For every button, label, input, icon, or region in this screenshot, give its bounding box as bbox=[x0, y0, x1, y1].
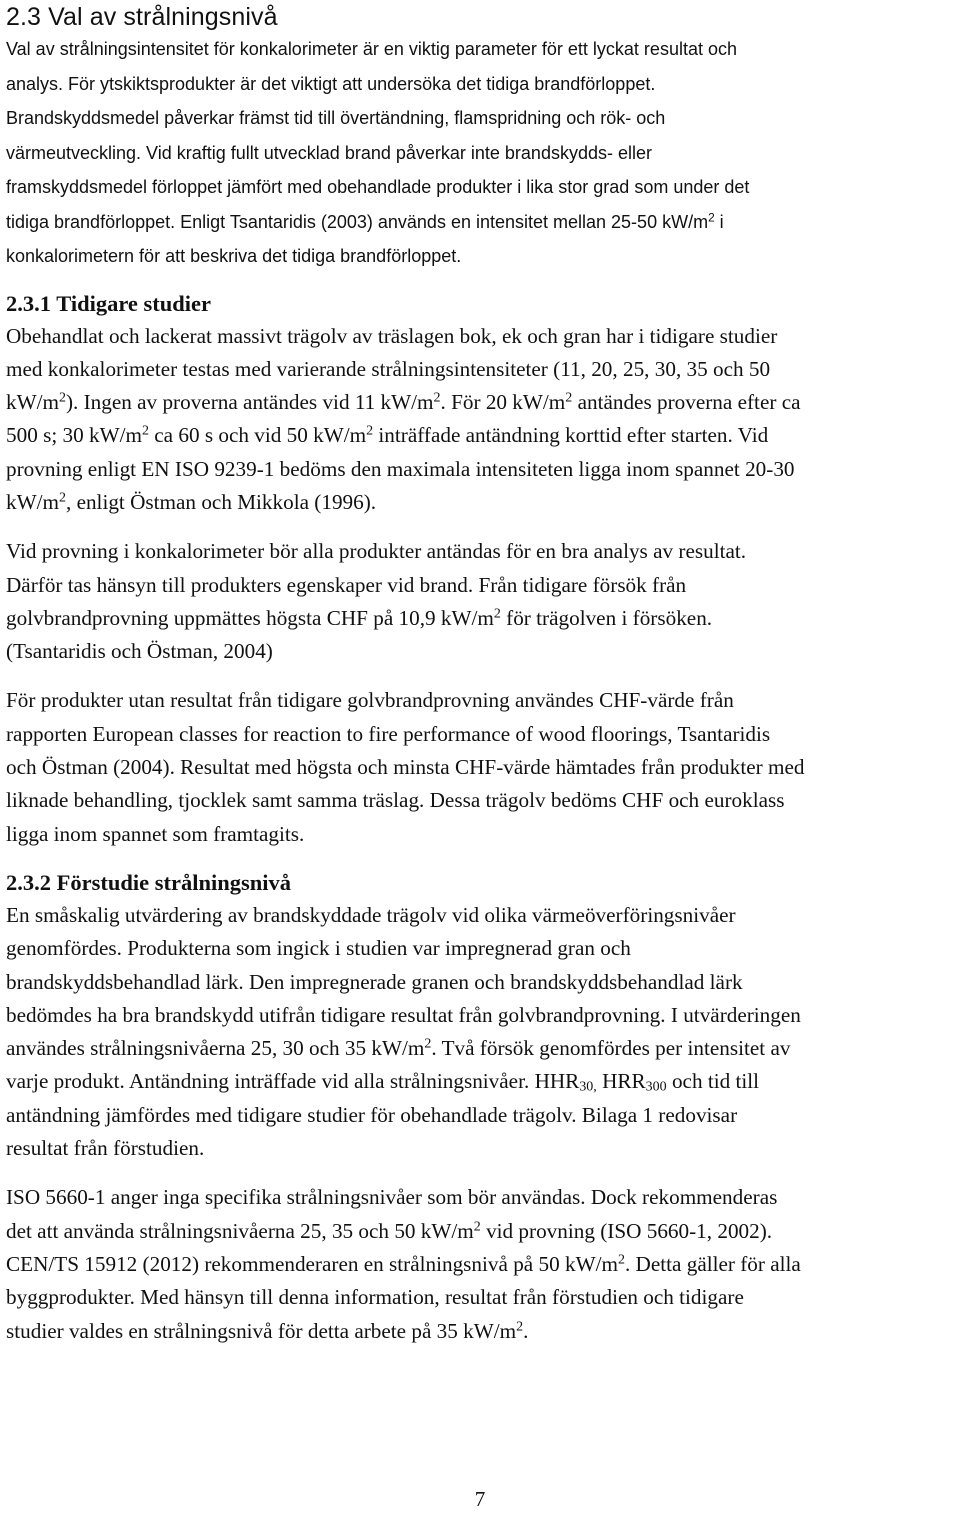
text-line: och Östman (2004). Resultat med högsta och minsta CHF-värde hämtades från produkter med bbox=[6, 755, 805, 780]
text-fragment: . Två försök genomfördes per intensitet av bbox=[431, 1036, 791, 1061]
text-line: värmeutveckling. Vid kraftig fullt utvecklad brand påverkar inte brandskydds- eller bbox=[6, 142, 652, 163]
text-line: ligga inom spannet som framtagits. bbox=[6, 821, 305, 846]
text-line: framskyddsmedel förloppet jämfört med obehandlade produkter i lika stor grad som under det bbox=[6, 177, 750, 197]
text-fragment: ca 60 s och vid 50 kW/m bbox=[148, 423, 367, 448]
page-number: 7 bbox=[474, 1487, 486, 1511]
text-line: Brandskyddsmedel påverkar främst tid till övertändning, flamspridning och rök- och bbox=[6, 108, 666, 128]
superscript: 2 bbox=[141, 423, 149, 439]
section-2-3-1-paragraph-1 bbox=[6, 320, 954, 520]
text-fragment: varje produkt. Antändning inträffade vid alla strålningsnivåer. HHR bbox=[6, 1069, 580, 1094]
text-line: rapporten European classes for reaction to fire performance of wood floorings, Tsantaridis bbox=[6, 721, 771, 746]
text-fragment: studier valdes en strålningsnivå för detta arbete på 35 kW/m bbox=[6, 1318, 517, 1343]
text-line bbox=[6, 419, 954, 452]
text-line bbox=[6, 486, 954, 519]
text-fragment: ). Ingen av proverna antändes vid 11 kW/m bbox=[65, 390, 434, 415]
superscript: 2 bbox=[516, 1318, 524, 1334]
text-line: med konkalorimeter testas med varierande strålningsintensiteter (11, 20, 25, 30, 35 och 50 bbox=[6, 356, 771, 381]
superscript: 2 bbox=[617, 1252, 625, 1268]
text-line: provning enligt EN ISO 9239-1 bedöms den maximala intensiteten ligga inom spannet 20-30 bbox=[6, 456, 795, 481]
text-line: analys. För ytskiktsprodukter är det viktigt att undersöka det tidiga brandförloppet. bbox=[6, 73, 656, 94]
text-fragment: för trägolven i försöken. bbox=[500, 605, 713, 630]
text-fragment: golvbrandprovning uppmättes högsta CHF på 10,9 kW/m bbox=[6, 605, 494, 630]
text-fragment: användes strålningsnivåerna 25, 30 och 35 kW/m bbox=[6, 1036, 425, 1061]
superscript: 2 bbox=[565, 390, 573, 406]
section-2-3-1-paragraph-3 bbox=[6, 684, 954, 850]
text-line bbox=[6, 602, 954, 635]
superscript: 2 bbox=[366, 423, 374, 439]
text-fragment: inträffade antändning korttid efter starten. Vid bbox=[373, 423, 769, 448]
section-2-3-1-paragraph-2 bbox=[6, 535, 954, 668]
text-fragment: kW/m bbox=[6, 390, 59, 415]
section-heading-2-3-1: 2.3.1 Tidigare studier bbox=[6, 290, 212, 316]
text-line: En småskalig utvärdering av brandskyddade trägolv vid olika värmeöverföringsnivåer bbox=[6, 902, 736, 927]
text-line: Val av strålningsintensitet för konkalorimeter är en viktig parameter för ett lyckat resultat och bbox=[6, 39, 737, 59]
section-heading-2-3-2: 2.3.2 Förstudie strålningsnivå bbox=[6, 869, 292, 895]
text-fragment: CEN/TS 15912 (2012) rekommenderaren en strålningsnivå på 50 kW/m bbox=[6, 1251, 618, 1276]
subscript: 300 bbox=[645, 1079, 667, 1095]
text-fragment: kW/m bbox=[6, 489, 59, 514]
text-line: brandskyddsbehandlad lärk. Den impregnerade granen och brandskyddsbehandlad lärk bbox=[6, 969, 743, 994]
text-fragment: . Detta gäller för alla bbox=[624, 1251, 801, 1276]
text-line: bedömdes ha bra brandskydd utifrån tidigare resultat från golvbrandprovning. I utvärderingen bbox=[6, 1002, 801, 1027]
subscript: 30, bbox=[579, 1079, 597, 1095]
superscript: 2 bbox=[58, 490, 66, 506]
text-line bbox=[6, 1065, 954, 1098]
section-heading-2-3: 2.3 Val av strålningsnivå bbox=[6, 3, 278, 31]
text-line: byggprodukter. Med hänsyn till denna information, resultat från förstudien och tidigare bbox=[6, 1285, 744, 1310]
text-line bbox=[6, 386, 954, 419]
text-fragment: och tid till bbox=[666, 1069, 760, 1094]
superscript: 2 bbox=[473, 1218, 481, 1234]
text-line: För produkter utan resultat från tidigare golvbrandprovning användes CHF-värde från bbox=[6, 688, 734, 713]
text-line: ISO 5660-1 anger inga specifika strålningsnivåer som bör användas. Dock rekommenderas bbox=[6, 1185, 778, 1210]
text-line bbox=[6, 205, 954, 240]
text-fragment: . bbox=[523, 1318, 529, 1343]
text-line: Därför tas hänsyn till produkters egenskaper vid brand. Från tidigare försök från bbox=[6, 572, 687, 597]
text-line bbox=[6, 1248, 954, 1281]
text-fragment: vid provning (ISO 5660-1, 2002). bbox=[480, 1218, 773, 1243]
document-page bbox=[6, 0, 954, 1348]
text-line bbox=[6, 1032, 954, 1065]
text-line: liknade behandling, tjocklek samt samma träslag. Dessa trägolv bedöms CHF och euroklass bbox=[6, 788, 785, 813]
superscript: 2 bbox=[424, 1036, 432, 1052]
superscript: 2 bbox=[708, 209, 715, 224]
text-fragment: 500 s; 30 kW/m bbox=[6, 423, 142, 448]
text-fragment: tidiga brandförloppet. Enligt Tsantaridis (2003) används en intensitet mellan 25-50 kW/m bbox=[6, 211, 709, 232]
text-line: konkalorimetern för att beskriva det tidiga brandförloppet. bbox=[6, 246, 462, 266]
text-line: antändning jämfördes med tidigare studier för obehandlade trägolv. Bilaga 1 redovisar bbox=[6, 1102, 738, 1127]
text-fragment: , enligt Östman och Mikkola (1996). bbox=[65, 489, 377, 514]
text-line: (Tsantaridis och Östman, 2004) bbox=[6, 639, 273, 664]
text-fragment: . För 20 kW/m bbox=[440, 390, 566, 415]
text-line bbox=[6, 1315, 954, 1348]
text-fragment: i bbox=[714, 211, 724, 232]
text-line: genomfördes. Produkterna som ingick i studien var impregnerad gran och bbox=[6, 936, 631, 961]
superscript: 2 bbox=[58, 390, 66, 406]
section-2-3-paragraph bbox=[6, 32, 954, 274]
text-line: Obehandlat och lackerat massivt trägolv av träslagen bok, ek och gran har i tidigare studier bbox=[6, 323, 778, 348]
section-2-3-2-paragraph-2 bbox=[6, 1181, 954, 1347]
text-line bbox=[6, 1215, 954, 1248]
section-2-3-2-paragraph-1 bbox=[6, 899, 954, 1165]
superscript: 2 bbox=[433, 390, 441, 406]
text-line: Vid provning i konkalorimeter bör alla produkter antändas för en bra analys av resultat. bbox=[6, 539, 747, 564]
text-line: resultat från förstudien. bbox=[6, 1136, 205, 1161]
text-fragment: det att använda strålningsnivåerna 25, 35 och 50 kW/m bbox=[6, 1218, 474, 1243]
superscript: 2 bbox=[493, 606, 501, 622]
text-fragment: HRR bbox=[596, 1069, 646, 1094]
text-fragment: antändes proverna efter ca bbox=[572, 390, 801, 415]
